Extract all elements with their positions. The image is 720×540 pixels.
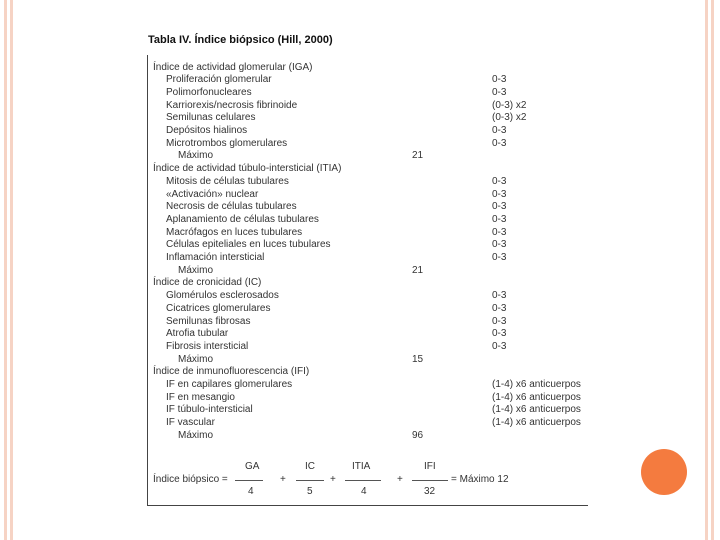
row-label: Cicatrices glomerulares: [166, 302, 271, 314]
row-value: 0-3: [492, 239, 507, 251]
table-row: [147, 138, 588, 151]
maximum-label: Máximo: [178, 150, 214, 162]
table-row: [147, 392, 588, 405]
row-label: Depósitos hialinos: [166, 125, 248, 136]
right-frame-band-inner: [711, 0, 714, 540]
table-row: [147, 379, 588, 392]
row-label: Atrofia tubular: [166, 328, 229, 340]
row-value: (1-4) x6 anticuerpos: [492, 417, 581, 429]
maximum-label: Máximo: [178, 353, 214, 365]
maximum-value: 15: [412, 353, 424, 365]
row-value: (1-4) x6 anticuerpos: [492, 404, 581, 416]
table-row: [147, 290, 588, 303]
section-header: [147, 163, 588, 176]
row-label: Semilunas fibrosas: [166, 315, 251, 327]
formula-denominator: 4: [361, 486, 367, 497]
table-row: [147, 239, 588, 252]
formula-operator: +: [397, 474, 403, 485]
table-row: [147, 176, 588, 189]
row-label: Células epiteliales en luces tubulares: [166, 239, 331, 251]
formula-fraction-bar: [412, 480, 448, 481]
section-header-label: Índice de actividad túbulo-intersticial (ITIA): [153, 163, 342, 175]
formula-numerator: GA: [245, 461, 260, 472]
maximum-row: [147, 265, 588, 278]
row-label: IF túbulo-intersticial: [166, 404, 253, 416]
row-value: 0-3: [492, 226, 507, 238]
table-row: [147, 227, 588, 240]
row-value: 0-3: [492, 213, 507, 225]
table-row: [147, 74, 588, 87]
row-label: Karriorexis/necrosis fibrinoide: [166, 99, 298, 111]
maximum-value: 96: [412, 429, 424, 441]
formula: [147, 457, 588, 502]
row-value: 0-3: [492, 290, 507, 302]
table-row: [147, 328, 588, 341]
section-header: [147, 277, 588, 290]
section-header: [147, 366, 588, 379]
table-row: [147, 341, 588, 354]
table-title: Tabla IV. Índice biópsico (Hill, 2000): [148, 34, 333, 46]
table-row: [147, 252, 588, 265]
row-value: 0-3: [492, 340, 507, 352]
row-label: Semilunas celulares: [166, 112, 256, 124]
table-row: [147, 214, 588, 227]
row-label: Macrófagos en luces tubulares: [166, 226, 303, 238]
table-row: [147, 316, 588, 329]
row-label: IF en capilares glomerulares: [166, 379, 293, 390]
maximum-row: [147, 150, 588, 163]
row-value: 0-3: [492, 74, 507, 86]
row-label: IF en mesangio: [166, 391, 235, 403]
table-row: [147, 189, 588, 202]
table-row: [147, 100, 588, 113]
section-header: [147, 62, 588, 75]
formula-denominator: 4: [248, 486, 254, 497]
formula-numerator: IFI: [424, 461, 436, 472]
row-value: (1-4) x6 anticuerpos: [492, 391, 581, 403]
decorative-orange-circle: [641, 449, 687, 495]
table-row: [147, 417, 588, 430]
formula-numerator: ITIA: [352, 461, 371, 472]
formula-fraction-bar: [345, 480, 381, 481]
row-value: 0-3: [492, 252, 507, 263]
formula-denominator: 32: [424, 486, 436, 497]
row-value: 0-3: [492, 188, 507, 200]
row-value: (1-4) x6 anticuerpos: [492, 379, 581, 390]
row-label: Inflamación intersticial: [166, 252, 265, 263]
table-row: [147, 87, 588, 100]
section-header-label: Índice de inmunofluorescencia (IFI): [153, 366, 310, 378]
row-label: Mitosis de células tubulares: [166, 175, 289, 187]
table-row: [147, 112, 588, 125]
maximum-row: [147, 430, 588, 443]
row-label: IF vascular: [166, 417, 215, 429]
maximum-label: Máximo: [178, 264, 214, 276]
formula-lhs: Índice biópsico =: [153, 474, 228, 485]
row-value: 0-3: [492, 201, 507, 213]
row-label: Fibrosis intersticial: [166, 340, 249, 352]
row-label: Polimorfonucleares: [166, 86, 252, 98]
row-label: Proliferación glomerular: [166, 74, 272, 86]
row-value: 0-3: [492, 302, 507, 314]
table-row: [147, 303, 588, 316]
row-value: 0-3: [492, 315, 507, 327]
row-label: Necrosis de células tubulares: [166, 201, 297, 213]
maximum-value: 21: [412, 264, 424, 276]
row-label: «Activación» nuclear: [166, 188, 259, 200]
formula-fraction-bar: [296, 480, 324, 481]
row-label: Aplanamiento de células tubulares: [166, 213, 319, 225]
row-value: 0-3: [492, 125, 507, 136]
row-value: 0-3: [492, 328, 507, 340]
row-label: Glomérulos esclerosados: [166, 290, 279, 302]
table-document: [147, 32, 588, 506]
right-frame-band: [705, 0, 708, 540]
left-frame-band-inner: [10, 0, 13, 540]
table-row: [147, 404, 588, 417]
formula-rhs: = Máximo 12: [451, 474, 509, 485]
formula-operator: +: [330, 474, 336, 485]
maximum-row: [147, 354, 588, 367]
formula-denominator: 5: [307, 486, 313, 497]
row-value: (0-3) x2: [492, 99, 527, 111]
row-value: 0-3: [492, 137, 507, 149]
row-label: Microtrombos glomerulares: [166, 137, 288, 149]
row-value: 0-3: [492, 175, 507, 187]
table-row: [147, 125, 588, 138]
formula-numerator: IC: [305, 461, 315, 472]
row-value: (0-3) x2: [492, 112, 527, 124]
maximum-label: Máximo: [178, 429, 214, 441]
formula-fraction-bar: [235, 480, 263, 481]
table-row: [147, 201, 588, 214]
section-header-label: Índice de cronicidad (IC): [153, 277, 262, 289]
section-header-label: Índice de actividad glomerular (IGA): [153, 61, 313, 73]
row-value: 0-3: [492, 86, 507, 98]
formula-operator: +: [280, 474, 286, 485]
maximum-value: 21: [412, 150, 424, 162]
left-frame-band: [4, 0, 7, 540]
